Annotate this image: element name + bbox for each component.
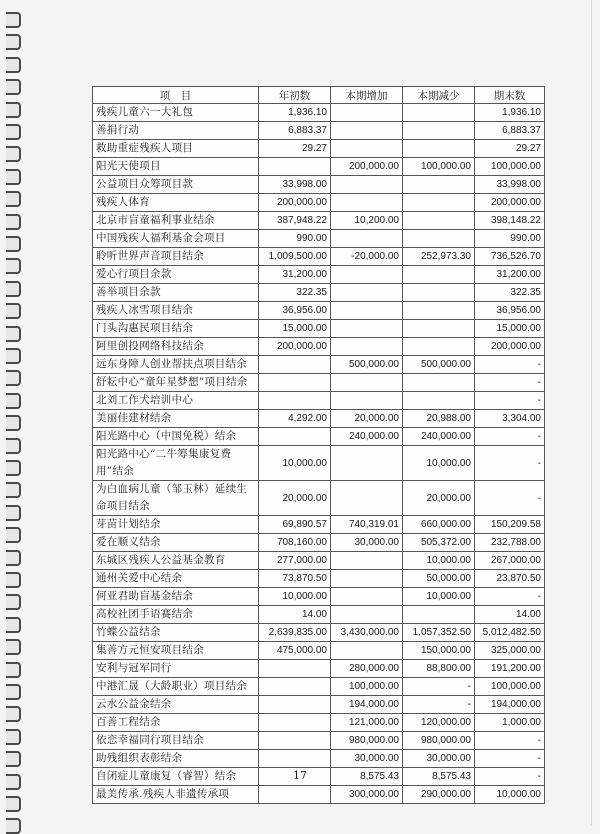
cell-closing-balance: 150,209.58 [475,516,545,534]
cell-closing-balance: 3,304.00 [475,410,545,428]
cell-decrease: 500,000.00 [403,356,475,374]
cell-increase: 740,319.01 [331,516,403,534]
binder-ring [6,370,21,386]
cell-closing-balance: - [475,446,545,481]
cell-opening-balance: 990.00 [259,230,331,248]
table-row [93,516,545,534]
cell-closing-balance: 5,012,482.50 [475,624,545,642]
cell-increase [331,374,403,392]
binder-ring [6,393,21,409]
cell-opening-balance [259,356,331,374]
table-row [93,392,545,410]
cell-decrease: 10,000.00 [403,588,475,606]
cell-opening-balance: 36,956.00 [259,302,331,320]
cell-closing-balance: 14.00 [475,606,545,624]
cell-opening-balance: 31,200.00 [259,266,331,284]
cell-closing-balance: 33,998.00 [475,176,545,194]
binder-ring [6,818,21,834]
binder-ring [6,12,21,28]
cell-item-name: 为白血病儿童（邹玉林）延续生命项目结余 [93,481,259,516]
cell-item-name: 高校社团手语赛结余 [93,606,259,624]
cell-closing-balance: - [475,374,545,392]
table-row [93,606,545,624]
table-row [93,338,545,356]
cell-increase: 3,430,000.00 [331,624,403,642]
cell-opening-balance [259,428,331,446]
cell-opening-balance: 200,000.00 [259,194,331,212]
cell-decrease: 240,000.00 [403,428,475,446]
cell-closing-balance: 267,000.00 [475,552,545,570]
cell-increase [331,194,403,212]
cell-decrease [403,374,475,392]
cell-decrease [403,606,475,624]
cell-decrease: 252,973.30 [403,248,475,266]
page-number: 17 [293,769,307,782]
cell-opening-balance: 20,000.00 [259,481,331,516]
cell-opening-balance: 14.00 [259,606,331,624]
cell-item-name: 残疾儿童六一大礼包 [93,104,259,122]
table-header-row [93,87,545,104]
cell-closing-balance: 31,200.00 [475,266,545,284]
cell-closing-balance: - [475,750,545,768]
cell-decrease [403,302,475,320]
cell-decrease [403,104,475,122]
cell-opening-balance: 475,000.00 [259,642,331,660]
cell-item-name: 中港汇晟（大龄职业）项目结余 [93,678,259,696]
cell-decrease: 100,000.00 [403,158,475,176]
cell-opening-balance: 322.35 [259,284,331,302]
table-row [93,194,545,212]
binder-ring [6,505,21,521]
header-item: 项 目 [93,87,259,104]
binder-ring [6,79,21,95]
cell-opening-balance: 2,639,835.00 [259,624,331,642]
cell-opening-balance [259,786,331,804]
cell-decrease [403,266,475,284]
cell-item-name: 阿里创投网络科技结余 [93,338,259,356]
cell-increase: 8,575.43 [331,768,403,786]
cell-closing-balance: 736,526.70 [475,248,545,266]
binder-ring [6,102,21,118]
header-decrease: 本期减少 [403,87,475,104]
cell-opening-balance: 200,000.00 [259,338,331,356]
cell-increase [331,588,403,606]
cell-decrease: 290,000.00 [403,786,475,804]
binder-ring [6,550,21,566]
table-row [93,104,545,122]
table-row [93,624,545,642]
cell-decrease: 10,000.00 [403,446,475,481]
table-row [93,642,545,660]
cell-increase [331,302,403,320]
cell-closing-balance: - [475,768,545,786]
cell-closing-balance: 100,000.00 [475,158,545,176]
cell-opening-balance: 1,009,500.00 [259,248,331,266]
cell-decrease: 150,000.00 [403,642,475,660]
cell-opening-balance: 33,998.00 [259,176,331,194]
cell-increase [331,230,403,248]
cell-item-name: 自闭症儿童康复（睿智）结余 [93,768,259,786]
table-row [93,284,545,302]
cell-opening-balance [259,374,331,392]
table-row [93,356,545,374]
cell-increase: 100,000.00 [331,678,403,696]
cell-increase [331,392,403,410]
table-row [93,678,545,696]
table-row [93,122,545,140]
cell-item-name: 残疾人体育 [93,194,259,212]
binder-ring [6,684,21,700]
table-row [93,534,545,552]
cell-item-name: 北京市盲童福利事业结余 [93,212,259,230]
cell-item-name: 通州关爱中心结余 [93,570,259,588]
binder-ring [6,662,21,678]
cell-increase [331,338,403,356]
cell-closing-balance: 1,936.10 [475,104,545,122]
cell-decrease [403,122,475,140]
cell-decrease [403,176,475,194]
binder-ring [6,57,21,73]
cell-decrease: 10,000.00 [403,552,475,570]
cell-decrease: - [403,696,475,714]
cell-decrease: 88,800.00 [403,660,475,678]
cell-decrease: 20,000.00 [403,481,475,516]
cell-increase: 10,200.00 [331,212,403,230]
cell-increase [331,284,403,302]
cell-decrease: 505,372.00 [403,534,475,552]
cell-closing-balance: 322.35 [475,284,545,302]
table-row [93,428,545,446]
cell-item-name: 阳光天使项目 [93,158,259,176]
cell-item-name: 门头沟惠民项目结余 [93,320,259,338]
header-increase: 本期增加 [331,87,403,104]
cell-decrease: 660,000.00 [403,516,475,534]
cell-increase: 121,000.00 [331,714,403,732]
table-row [93,410,545,428]
binder-ring [6,527,21,543]
cell-opening-balance [259,392,331,410]
cell-increase [331,320,403,338]
table-row [93,230,545,248]
table-row [93,732,545,750]
cell-closing-balance: 15,000.00 [475,320,545,338]
cell-opening-balance [259,750,331,768]
cell-decrease [403,140,475,158]
binder-ring [6,594,21,610]
cell-closing-balance: 100,000.00 [475,678,545,696]
binder-ring [6,124,21,140]
cell-opening-balance: 10,000.00 [259,588,331,606]
binder-ring [6,460,21,476]
binder-ring [6,214,21,230]
cell-item-name: 依恋幸福同行项目结余 [93,732,259,750]
cell-increase [331,642,403,660]
cell-item-name: 爱心行项目余款 [93,266,259,284]
table-row [93,481,545,516]
cell-opening-balance: 10,000.00 [259,446,331,481]
cell-item-name: 善捐行动 [93,122,259,140]
cell-closing-balance: 10,000.00 [475,786,545,804]
binder-ring [6,415,21,431]
table-row [93,302,545,320]
cell-closing-balance: - [475,481,545,516]
table-row [93,158,545,176]
cell-closing-balance: 200,000.00 [475,194,545,212]
table-row [93,588,545,606]
cell-opening-balance [259,732,331,750]
cell-item-name: 阳光路中心“二牛筹集康复费用”结余 [93,446,259,481]
cell-closing-balance: 6,883.37 [475,122,545,140]
cell-increase [331,122,403,140]
binder-ring [6,639,21,655]
cell-decrease: 1,057,352.50 [403,624,475,642]
cell-opening-balance [259,678,331,696]
spiral-binding [0,0,26,825]
cell-closing-balance: 232,788.00 [475,534,545,552]
cell-increase [331,104,403,122]
cell-item-name: 助残组织表彰结余 [93,750,259,768]
cell-opening-balance: 4,292.00 [259,410,331,428]
cell-closing-balance: - [475,732,545,750]
cell-item-name: 芽苗计划结余 [93,516,259,534]
table-row [93,446,545,481]
cell-increase: 280,000.00 [331,660,403,678]
cell-item-name: 集善方元恒安项目结余 [93,642,259,660]
cell-closing-balance: - [475,428,545,446]
binder-ring [6,34,21,50]
cell-decrease: 120,000.00 [403,714,475,732]
binder-ring [6,258,21,274]
binder-ring [6,281,21,297]
binder-ring [6,236,21,252]
table-row [93,374,545,392]
cell-opening-balance: 69,890.57 [259,516,331,534]
binder-ring [6,326,21,342]
cell-decrease [403,320,475,338]
cell-opening-balance [259,660,331,678]
cell-item-name: 远东身障人创业帮扶点项目结余 [93,356,259,374]
cell-item-name: 竹蝶公益结余 [93,624,259,642]
binder-ring [6,706,21,722]
cell-closing-balance: - [475,392,545,410]
cell-increase: -20,000.00 [331,248,403,266]
cell-item-name: 百善工程结余 [93,714,259,732]
cell-item-name: 善举项目余款 [93,284,259,302]
cell-decrease [403,284,475,302]
cell-closing-balance: 1,000.00 [475,714,545,732]
cell-increase: 300,000.00 [331,786,403,804]
cell-decrease: 980,000.00 [403,732,475,750]
cell-opening-balance [259,696,331,714]
cell-closing-balance: - [475,588,545,606]
cell-item-name: 美丽佳建材结余 [93,410,259,428]
cell-increase [331,446,403,481]
table-row [93,266,545,284]
page-edge [591,0,592,825]
cell-increase [331,570,403,588]
cell-item-name: 安利与冠军同行 [93,660,259,678]
header-closing-balance: 期末数 [475,87,545,104]
table-row [93,786,545,804]
cell-increase [331,176,403,194]
table-row [93,176,545,194]
cell-opening-balance: 6,883.37 [259,122,331,140]
cell-increase [331,140,403,158]
cell-opening-balance: 29.27 [259,140,331,158]
cell-opening-balance: 1,936.10 [259,104,331,122]
cell-closing-balance: 23,870.50 [475,570,545,588]
cell-closing-balance: 29.27 [475,140,545,158]
table-row [93,750,545,768]
cell-item-name: 最美传承.残疾人非遗传承项 [93,786,259,804]
binder-ring [6,482,21,498]
binder-ring [6,572,21,588]
fund-balance-table [92,86,545,804]
cell-item-name: 聆听世界声音项目结余 [93,248,259,266]
cell-decrease [403,194,475,212]
cell-item-name: 阳光路中心（中国免税）结余 [93,428,259,446]
table-row [93,660,545,678]
cell-increase: 194,000.00 [331,696,403,714]
cell-decrease: 50,000.00 [403,570,475,588]
cell-increase: 980,000.00 [331,732,403,750]
cell-decrease: 20,988.00 [403,410,475,428]
cell-opening-balance: 73,870.50 [259,570,331,588]
cell-decrease [403,338,475,356]
binder-ring [6,729,21,745]
cell-closing-balance: 325,000.00 [475,642,545,660]
cell-decrease [403,230,475,248]
cell-increase: 20,000.00 [331,410,403,428]
cell-decrease [403,212,475,230]
binder-ring [6,348,21,364]
cell-closing-balance: 200,000.00 [475,338,545,356]
table-row [93,248,545,266]
cell-item-name: 北刘工作犬培训中心 [93,392,259,410]
cell-increase [331,552,403,570]
binder-ring [6,303,21,319]
cell-item-name: 救助重症残疾人项目 [93,140,259,158]
cell-item-name: 云水公益金结余 [93,696,259,714]
binder-ring [6,191,21,207]
table-row [93,320,545,338]
cell-increase [331,266,403,284]
cell-increase: 500,000.00 [331,356,403,374]
table-row [93,714,545,732]
table-row [93,212,545,230]
cell-closing-balance: - [475,356,545,374]
cell-item-name: 公益项目众筹项目款 [93,176,259,194]
table-row [93,570,545,588]
binder-ring [6,169,21,185]
binder-ring [6,751,21,767]
cell-closing-balance: 36,956.00 [475,302,545,320]
cell-closing-balance: 990.00 [475,230,545,248]
cell-increase: 30,000.00 [331,750,403,768]
binder-ring [6,617,21,633]
cell-increase: 200,000.00 [331,158,403,176]
cell-item-name: 残疾人冰雪项目结余 [93,302,259,320]
cell-opening-balance: 708,160.00 [259,534,331,552]
cell-opening-balance: 277,000.00 [259,552,331,570]
cell-decrease: 8,575.43 [403,768,475,786]
cell-closing-balance: 194,000.00 [475,696,545,714]
cell-item-name: 爱在顺义结余 [93,534,259,552]
cell-increase [331,481,403,516]
cell-closing-balance: 398,148.22 [475,212,545,230]
cell-opening-balance: 15,000.00 [259,320,331,338]
cell-increase: 30,000.00 [331,534,403,552]
header-opening-balance: 年初数 [259,87,331,104]
table-row [93,552,545,570]
cell-decrease: 30,000.00 [403,750,475,768]
cell-decrease [403,392,475,410]
cell-opening-balance: 387,948.22 [259,212,331,230]
binder-ring [6,796,21,812]
table-row [93,696,545,714]
cell-item-name: 中国残疾人福利基金会项目 [93,230,259,248]
cell-item-name: 舒耘中心“童年星梦想”项目结余 [93,374,259,392]
cell-increase [331,606,403,624]
table-row [93,140,545,158]
cell-opening-balance [259,714,331,732]
binder-ring [6,146,21,162]
cell-decrease: - [403,678,475,696]
cell-item-name: 东城区残疾人公益基金教育 [93,552,259,570]
cell-item-name: 何亚君助盲基金结余 [93,588,259,606]
cell-increase: 240,000.00 [331,428,403,446]
cell-closing-balance: 191,200.00 [475,660,545,678]
cell-opening-balance [259,158,331,176]
binder-ring [6,438,21,454]
